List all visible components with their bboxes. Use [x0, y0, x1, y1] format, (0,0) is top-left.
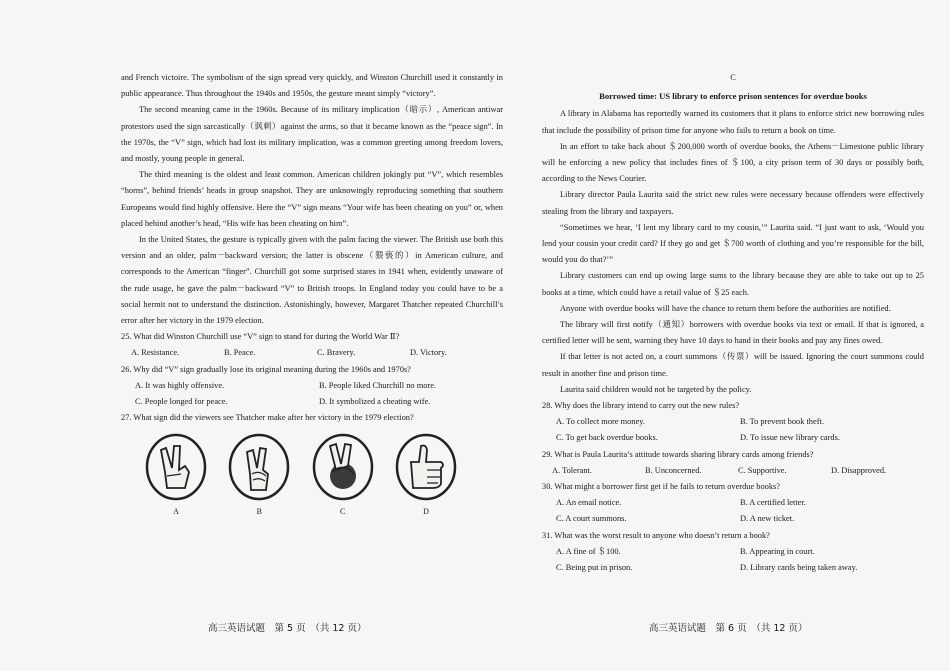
- passage-paragraph: Library director Paula Laurita said the strict new rules were necessary because offenders were effectively stealing from the library and taxpayers.: [542, 190, 924, 216]
- question-30: 30. What might a borrower first get if he fails to return overdue books?: [542, 482, 781, 492]
- question-26-options: [121, 378, 503, 410]
- figure-label-c: C: [339, 507, 346, 517]
- question-27: 27. What sign did the viewers see Thatcher make after her victory in the 1979 election?: [121, 413, 414, 423]
- passage-paragraph: and French victoire. The symbolism of the sign spread very quickly, and Winston Churchill used it constantly in public appearance. Thus throughout the 1940s and 1950s, the gesture meant simply “victory”.: [121, 73, 503, 99]
- figure-label-b: B: [256, 507, 262, 517]
- passage-paragraph: A library in Alabama has reportedly warned its customers that it plans to enforce strict new borrowing rules that include the possibility of prison time for anyone who fails to return a book on time.: [542, 109, 924, 135]
- option-c[interactable]: C. Supportive.: [738, 465, 787, 475]
- left-column: [121, 70, 503, 521]
- option-a[interactable]: A. It was highly offensive.: [135, 380, 225, 390]
- hand-sign-figures: [136, 432, 466, 520]
- option-c[interactable]: C. Bravery.: [317, 348, 356, 358]
- option-b[interactable]: B. Appearing in court.: [740, 546, 815, 556]
- option-a[interactable]: A. An email notice.: [556, 498, 622, 508]
- left-page-footer: 高三英语试题 第 5 页 （共 12 页）: [208, 623, 367, 634]
- option-d[interactable]: D. Disapproved.: [831, 465, 887, 475]
- figure-label-d: D: [423, 507, 429, 517]
- figure-option-b[interactable]: [219, 432, 299, 520]
- question-29-options: [542, 463, 924, 479]
- question-30-options: [542, 495, 924, 527]
- option-b[interactable]: B. Peace.: [224, 348, 256, 358]
- passage-paragraph: The library will first notify（通知）borrowers with overdue books via text or email. If that is ignored, a certified letter will be sent, warning they have 10 days to hand in their books and pay any fines owed.: [542, 320, 924, 346]
- question-31-options: [542, 544, 924, 576]
- passage-paragraph: Library customers can end up owing large sums to the library because they are able to take out up to 25 books at a time, which could have a retail value of ＄25 each.: [542, 271, 924, 297]
- option-b[interactable]: B. People liked Churchill no more.: [319, 380, 437, 390]
- right-column: [542, 70, 924, 576]
- right-page-footer: 高三英语试题 第 6 页 （共 12 页）: [649, 623, 808, 634]
- question-29: 29. What is Paula Laurita’s attitude towards sharing library cards among friends?: [542, 449, 814, 459]
- passage-title: Borrowed time: US library to enforce prison sentences for overdue books: [599, 91, 867, 102]
- figure-label-a: A: [173, 507, 179, 517]
- horns-sign-icon: [310, 432, 376, 502]
- figure-option-c[interactable]: [303, 432, 383, 520]
- option-c[interactable]: C. To get back overdue books.: [556, 433, 658, 443]
- right-page: [475, 0, 950, 671]
- option-a[interactable]: A. A fine of ＄100.: [556, 546, 621, 556]
- question-25: 25. What did Winston Churchill use “V” sign to stand for during the World War Ⅱ?: [121, 332, 400, 342]
- v-sign-palm-backward-icon: [226, 432, 292, 502]
- passage-paragraph: Anyone with overdue books will have the chance to return them before the authorities are notified.: [560, 303, 891, 313]
- option-b[interactable]: B. A certified letter.: [740, 498, 806, 508]
- passage-paragraph: The second meaning came in the 1960s. Because of its military implication（暗示）, American antiwar protestors used the sign sarcastically（讽刺）against the arms, so that it became known as the “peace sign”. In the 1970s, the “V” sign, which had lost its military implication, was a common greeting among freedom lovers, and mostly, young people in general.: [121, 105, 503, 164]
- figure-option-a[interactable]: [136, 432, 216, 520]
- option-d[interactable]: D. A new ticket.: [740, 514, 795, 524]
- option-c[interactable]: C. Being put in prison.: [556, 563, 633, 573]
- thumbs-up-icon: [393, 432, 459, 502]
- v-sign-palm-forward-icon: [143, 432, 209, 502]
- option-c[interactable]: C. A court summons.: [556, 514, 627, 524]
- figure-option-d[interactable]: [386, 432, 466, 520]
- passage-paragraph: “Sometimes we hear, ‘I lent my library card to my cousin,’” Laurita said. “I just want to ask, ‘Would you lend your cousin your credit card? If they go and get ＄700 worth of clothing and you’re responsible for the bill, would you do that?’”: [542, 222, 924, 265]
- passage-paragraph: If that letter is not acted on, a court summons（传票）will be issued. Ignoring the court summons could result in another fine and prison time.: [542, 352, 924, 378]
- question-31: 31. What was the worst result to anyone who doesn’t return a book?: [542, 530, 770, 540]
- option-d[interactable]: D. It symbolized a cheating wife.: [319, 397, 431, 407]
- option-d[interactable]: D. Library cards being taken away.: [740, 563, 858, 573]
- section-letter: C: [730, 73, 736, 82]
- question-28-options: [542, 414, 924, 446]
- option-b[interactable]: B. To prevent book theft.: [740, 417, 824, 427]
- passage-paragraph: The third meaning is the oldest and least common. American children jokingly put “V”, which resembles “horns”, behind friends’ heads in group snapshot. They are unknowingly reproducing something that southern Europeans would find highly offensive. Here the “V” sign means “Your wife has been cheating on you” or, when placed behind another’s head, “His wife has been cheating on him”.: [121, 170, 503, 228]
- option-b[interactable]: B. Unconcerned.: [645, 465, 702, 475]
- option-c[interactable]: C. People longed for peace.: [135, 397, 228, 407]
- passage-paragraph: Laurita said children would not be targeted by the policy.: [560, 384, 752, 394]
- question-28: 28. Why does the library intend to carry out the new rules?: [542, 401, 740, 411]
- option-a[interactable]: A. To collect more money.: [556, 417, 645, 427]
- option-d[interactable]: D. Victory.: [410, 348, 447, 358]
- option-a[interactable]: A. Tolerant.: [552, 465, 592, 475]
- passage-paragraph: In an effort to take back about ＄200,000 worth of overdue books, the Athens－Limestone public library will be enforcing a new policy that includes fines of ＄100, a city prison term of 30 days or possibly both, according to the News Courier.: [542, 141, 924, 184]
- passage-paragraph: In the United States, the gesture is typically given with the palm facing the viewer. The British use both this version and an older, palm－backward version; the latter is obscene（猥亵的）in American culture, and corresponds to the American “finger”. Churchill got some surprised stares in 1941 when, evidently unaware of the rude usage, he gave the palm－backward “V” to British troops. In England today you could have to be a social hermit not to understand the distinction. Astonishingly, however, Margaret Thatcher repeated Churchill’s error after her victory in the 1979 election.: [121, 235, 503, 326]
- question-26: 26. Why did “V” sign gradually lose its original meaning during the 1960s and 1970s?: [121, 364, 411, 374]
- option-d[interactable]: D. To issue new library cards.: [740, 433, 840, 443]
- option-a[interactable]: A. Resistance.: [131, 348, 180, 358]
- question-25-options: [121, 345, 503, 361]
